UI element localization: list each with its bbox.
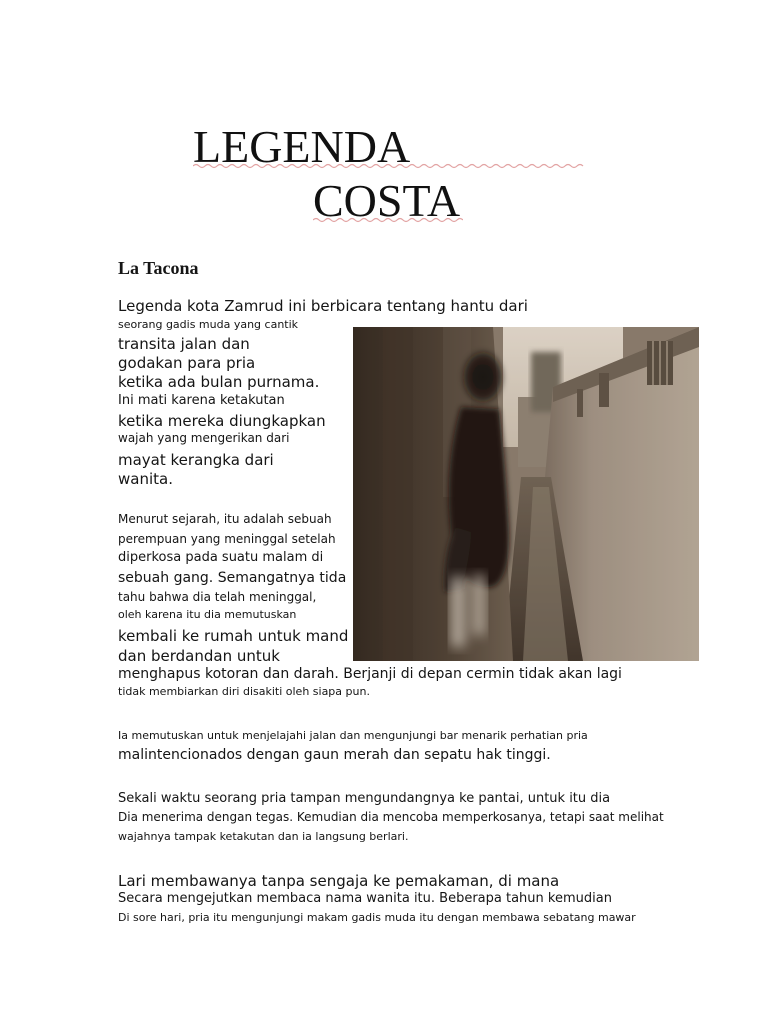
text-line: wajahnya tampak ketakutan dan ia langsung berlari. (118, 830, 409, 843)
text-line: Menurut sejarah, itu adalah sebuah (118, 512, 332, 526)
text-line: ketika mereka diungkapkan (118, 412, 326, 430)
title-line-2: COSTA (313, 175, 461, 226)
text-line: seorang gadis muda yang cantik (118, 318, 299, 331)
text-line: malintencionados dengan gaun merah dan sepatu hak tinggi. (118, 747, 551, 763)
text-line: transita jalan dan (118, 335, 250, 353)
text-line: mayat kerangka dari (118, 451, 274, 469)
spellcheck-underline (313, 217, 463, 223)
text-line: diperkosa pada suatu malam di (118, 550, 324, 565)
text-line: Ini mati karena ketakutan (118, 393, 285, 408)
text-line: wanita. (118, 470, 173, 488)
alley-ghost-photo (353, 327, 699, 661)
spellcheck-underline (193, 163, 586, 169)
text-line: Dia menerima dengan tegas. Kemudian dia mencoba memperkosanya, tetapi saat melihat (118, 810, 664, 824)
text-line: Secara mengejutkan membaca nama wanita itu. Beberapa tahun kemudian (118, 891, 612, 906)
text-line: perempuan yang meninggal setelah (118, 532, 336, 546)
text-line: tahu bahwa dia telah meninggal, (118, 590, 317, 604)
text-line: tidak membiarkan diri disakiti oleh siapa pun. (118, 685, 370, 698)
text-line: wajah yang mengerikan dari (118, 431, 290, 445)
text-line: godakan para pria (118, 354, 256, 372)
text-line: kembali ke rumah untuk mand (118, 627, 349, 645)
text-line: Di sore hari, pria itu mengunjungi makam gadis muda itu dengan membawa sebatang mawar (118, 911, 636, 924)
text-line: ketika ada bulan purnama. (118, 373, 320, 391)
text-line: sebuah gang. Semangatnya tida (118, 570, 347, 586)
title-line-1: LEGENDA (193, 121, 411, 172)
text-line: Ia memutuskan untuk menjelajahi jalan dan mengunjungi bar menarik perhatian pria (118, 729, 588, 742)
text-line: menghapus kotoran dan darah. Berjanji di depan cermin tidak akan lagi (118, 666, 622, 682)
text-line: dan berdandan untuk (118, 647, 280, 665)
text-line: Legenda kota Zamrud ini berbicara tentang hantu dari (118, 297, 528, 315)
section-heading: La Tacona (118, 258, 199, 278)
text-line: Sekali waktu seorang pria tampan mengundangnya ke pantai, untuk itu dia (118, 791, 611, 806)
text-line: Lari membawanya tanpa sengaja ke pemakaman, di mana (118, 872, 560, 890)
text-line: oleh karena itu dia memutuskan (118, 608, 297, 621)
